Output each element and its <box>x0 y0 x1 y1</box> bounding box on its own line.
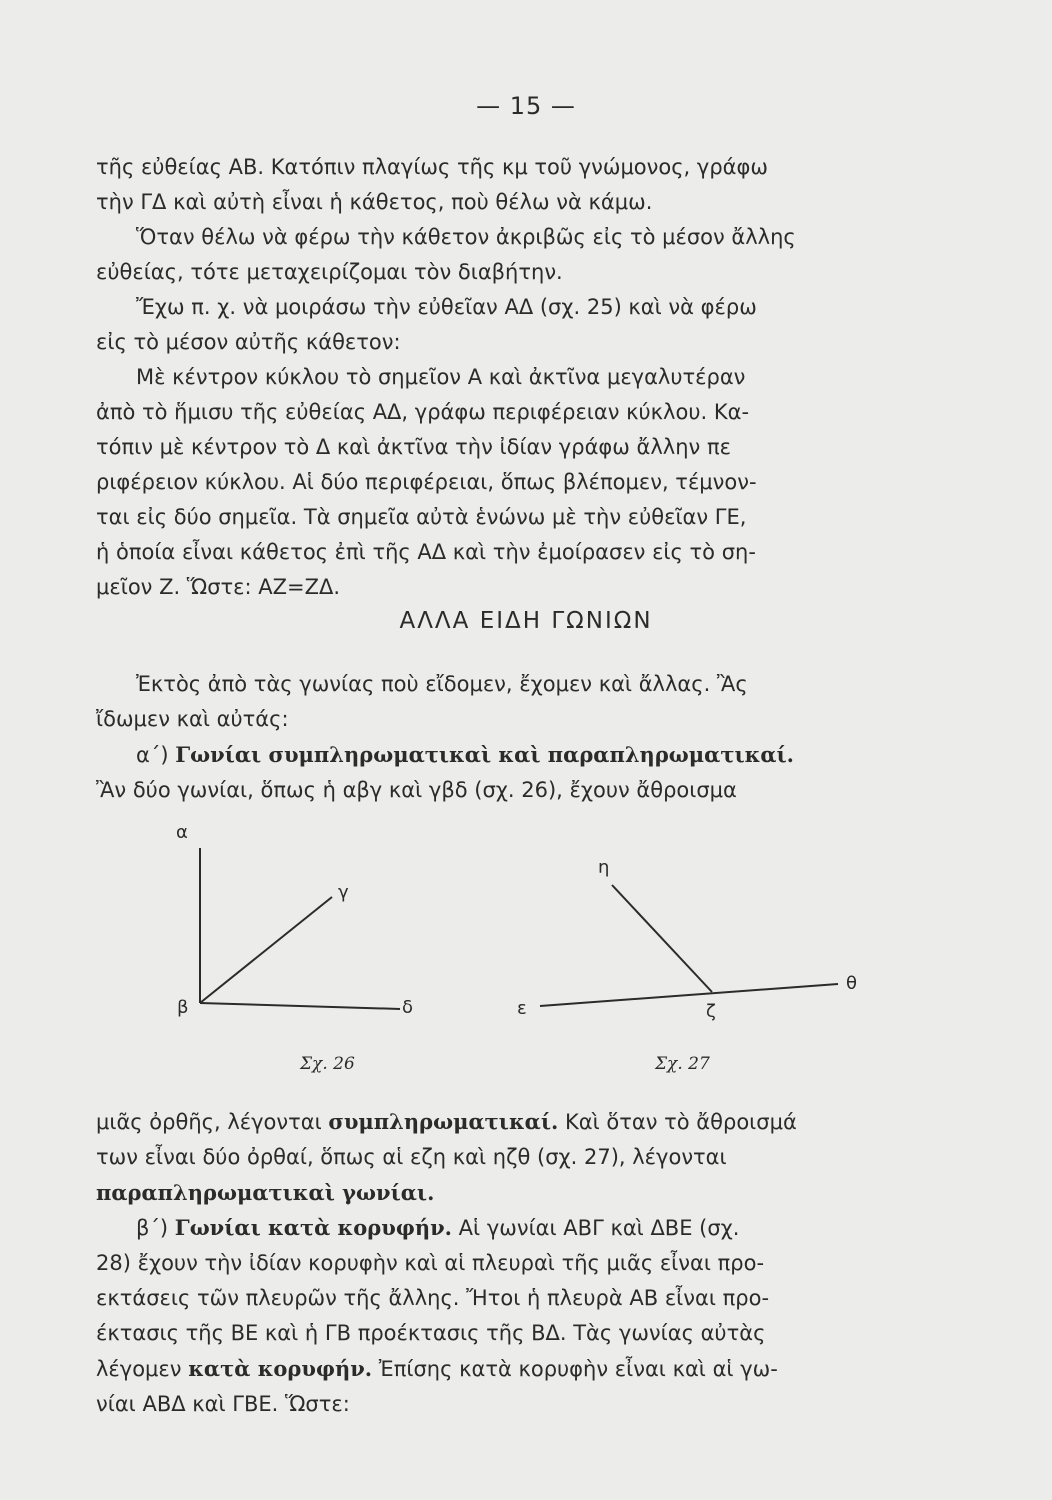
para6-line2: Ἂν δύο γωνίαι, ὅπως ἡ αβγ καὶ γβδ (σχ. 26), ἔχουν ἄθροισμα <box>96 778 737 802</box>
fig27-label-z: ζ <box>706 1001 716 1022</box>
fig27-label-h: η <box>598 857 610 878</box>
para8-line5 <box>96 1351 958 1387</box>
para8-term: κατὰ κορυφήν. <box>188 1356 373 1381</box>
para6-title: Γωνίαι συμπληρωματικαὶ καὶ παραπληρωματικαί. <box>175 742 794 767</box>
fig26-ray-bg <box>200 897 332 1003</box>
para4-line7: μεῖον Ζ. Ὥστε: ΑΖ=ΖΔ. <box>96 575 341 599</box>
fig26-caption: Σχ. 26 <box>300 1054 355 1074</box>
fig26-label-g: γ <box>338 882 349 903</box>
fig26-label-a: α <box>176 822 188 843</box>
para4-line6: ἡ ὁποία εἶναι κάθετος ἐπὶ τῆς ΑΔ καὶ τὴν ἐμοίρασεν εἰς τὸ ση- <box>96 540 756 564</box>
fig27-label-e: ε <box>517 998 527 1019</box>
para8-line1 <box>96 1210 958 1246</box>
para7-line1-end: Καὶ ὅταν τὸ ἄθροισμά <box>558 1110 797 1134</box>
para6-prefix: α´) <box>136 743 176 767</box>
section-heading: ΑΛΛΑ ΕΙΔΗ ΓΩΝΙΩΝ <box>399 608 653 634</box>
fig27-label-th: θ <box>846 973 858 994</box>
para8-line3: εκτάσεις τῶν πλευρῶν τῆς ἄλλης. Ἤτοι ἡ πλευρὰ ΑΒ εἶναι προ- <box>96 1286 770 1310</box>
para7-term-2: παραπληρωματικαὶ γωνίαι. <box>96 1180 435 1205</box>
para7-line1-start: μιᾶς ὀρθῆς, λέγονται <box>96 1110 329 1134</box>
para8-line5-end: Ἐπίσης κατὰ κορυφὴν εἶναι καὶ αἱ γω- <box>372 1357 778 1381</box>
para3-line2: εἰς τὸ μέσον αὐτῆς κάθετον: <box>96 330 401 354</box>
para7-line2: των εἶναι δύο ὀρθαί, ὅπως αἱ εζη καὶ ηζθ (σχ. 27), λέγονται <box>96 1145 727 1169</box>
fig26-label-b: β <box>177 997 189 1018</box>
para7-line1 <box>96 1104 958 1140</box>
fig27-ray-zh <box>612 885 712 992</box>
para4-line1: Μὲ κέντρον κύκλου τὸ σημεῖον Α καὶ ἀκτῖνα μεγαλυτέραν <box>136 365 746 389</box>
para2-line2: εὐθείας, τότε μεταχειρίζομαι τὸν διαβήτην. <box>96 260 563 284</box>
para1-line1: τῆς εὐθείας ΑΒ. Κατόπιν πλαγίως τῆς κμ τοῦ γνώμονος, γράφω <box>96 155 768 179</box>
figure-26 <box>176 822 413 1074</box>
para4-line5: ται εἰς δύο σημεῖα. Τὰ σημεῖα αὐτὰ ἑνώνω μὲ τὴν εὐθεῖαν ΓΕ, <box>96 505 747 529</box>
para4-line2: ἀπὸ τὸ ἥμισυ τῆς εὐθείας ΑΔ, γράφω περιφέρειαν κύκλου. Κα- <box>96 400 750 424</box>
para5-line1: Ἐκτὸς ἀπὸ τὰς γωνίας ποὺ εἴδομεν, ἔχομεν καὶ ἄλλας. Ἂς <box>136 672 748 696</box>
page-number: — 15 — <box>476 92 576 120</box>
para4-line3: τόπιν μὲ κέντρον τὸ Δ καὶ ἀκτῖνα τὴν ἰδίαν γράφω ἄλλην πε <box>96 435 731 459</box>
para8-line5-start: λέγομεν <box>96 1357 189 1381</box>
para8-line4: έκτασις τῆς ΒΕ καὶ ἡ ΓΒ προέκτασις τῆς ΒΔ. Τὰς γωνίας αὐτὰς <box>96 1321 766 1345</box>
para2-line1: Ὅταν θέλω νὰ φέρω τὴν κάθετον ἀκριβῶς εἰς τὸ μέσον ἄλλης <box>136 225 796 249</box>
para3-line1: Ἔχω π. χ. νὰ μοιράσω τὴν εὐθεῖαν ΑΔ (σχ. 25) καὶ νὰ φέρω <box>136 295 757 319</box>
text-bottom <box>96 1104 958 1422</box>
para8-title: Γωνίαι κατὰ κορυφήν. <box>174 1215 452 1240</box>
figure-27 <box>517 857 857 1074</box>
para8-line6: νίαι ΑΒΔ καὶ ΓΒΕ. Ὥστε: <box>96 1392 350 1416</box>
para1-line2: τὴν ΓΔ καὶ αὐτὴ εἶναι ἡ κάθετος, ποὺ θέλω νὰ κάμω. <box>96 190 653 214</box>
para8-prefix: β´) <box>136 1216 175 1240</box>
fig27-caption: Σχ. 27 <box>655 1054 710 1074</box>
para8-line2: 28) ἔχουν τὴν ἰδίαν κορυφὴν καὶ αἱ πλευραὶ τῆς μιᾶς εἶναι προ- <box>96 1251 765 1275</box>
fig26-ray-bd <box>200 1003 400 1009</box>
para8-line1-rest: Αἱ γωνίαι ΑΒΓ καὶ ΔΒΕ (σχ. <box>452 1216 740 1240</box>
fig27-line-eth <box>540 984 838 1006</box>
para5-line2: ἴδωμεν καὶ αὐτάς: <box>96 707 289 731</box>
fig26-label-d: δ <box>402 997 414 1018</box>
para7-term-1: συμπληρωματικαί. <box>328 1109 559 1134</box>
para4-line4: ριφέρειον κύκλου. Αἱ δύο περιφέρειαι, ὅπως βλέπομεν, τέμνον- <box>96 470 757 494</box>
